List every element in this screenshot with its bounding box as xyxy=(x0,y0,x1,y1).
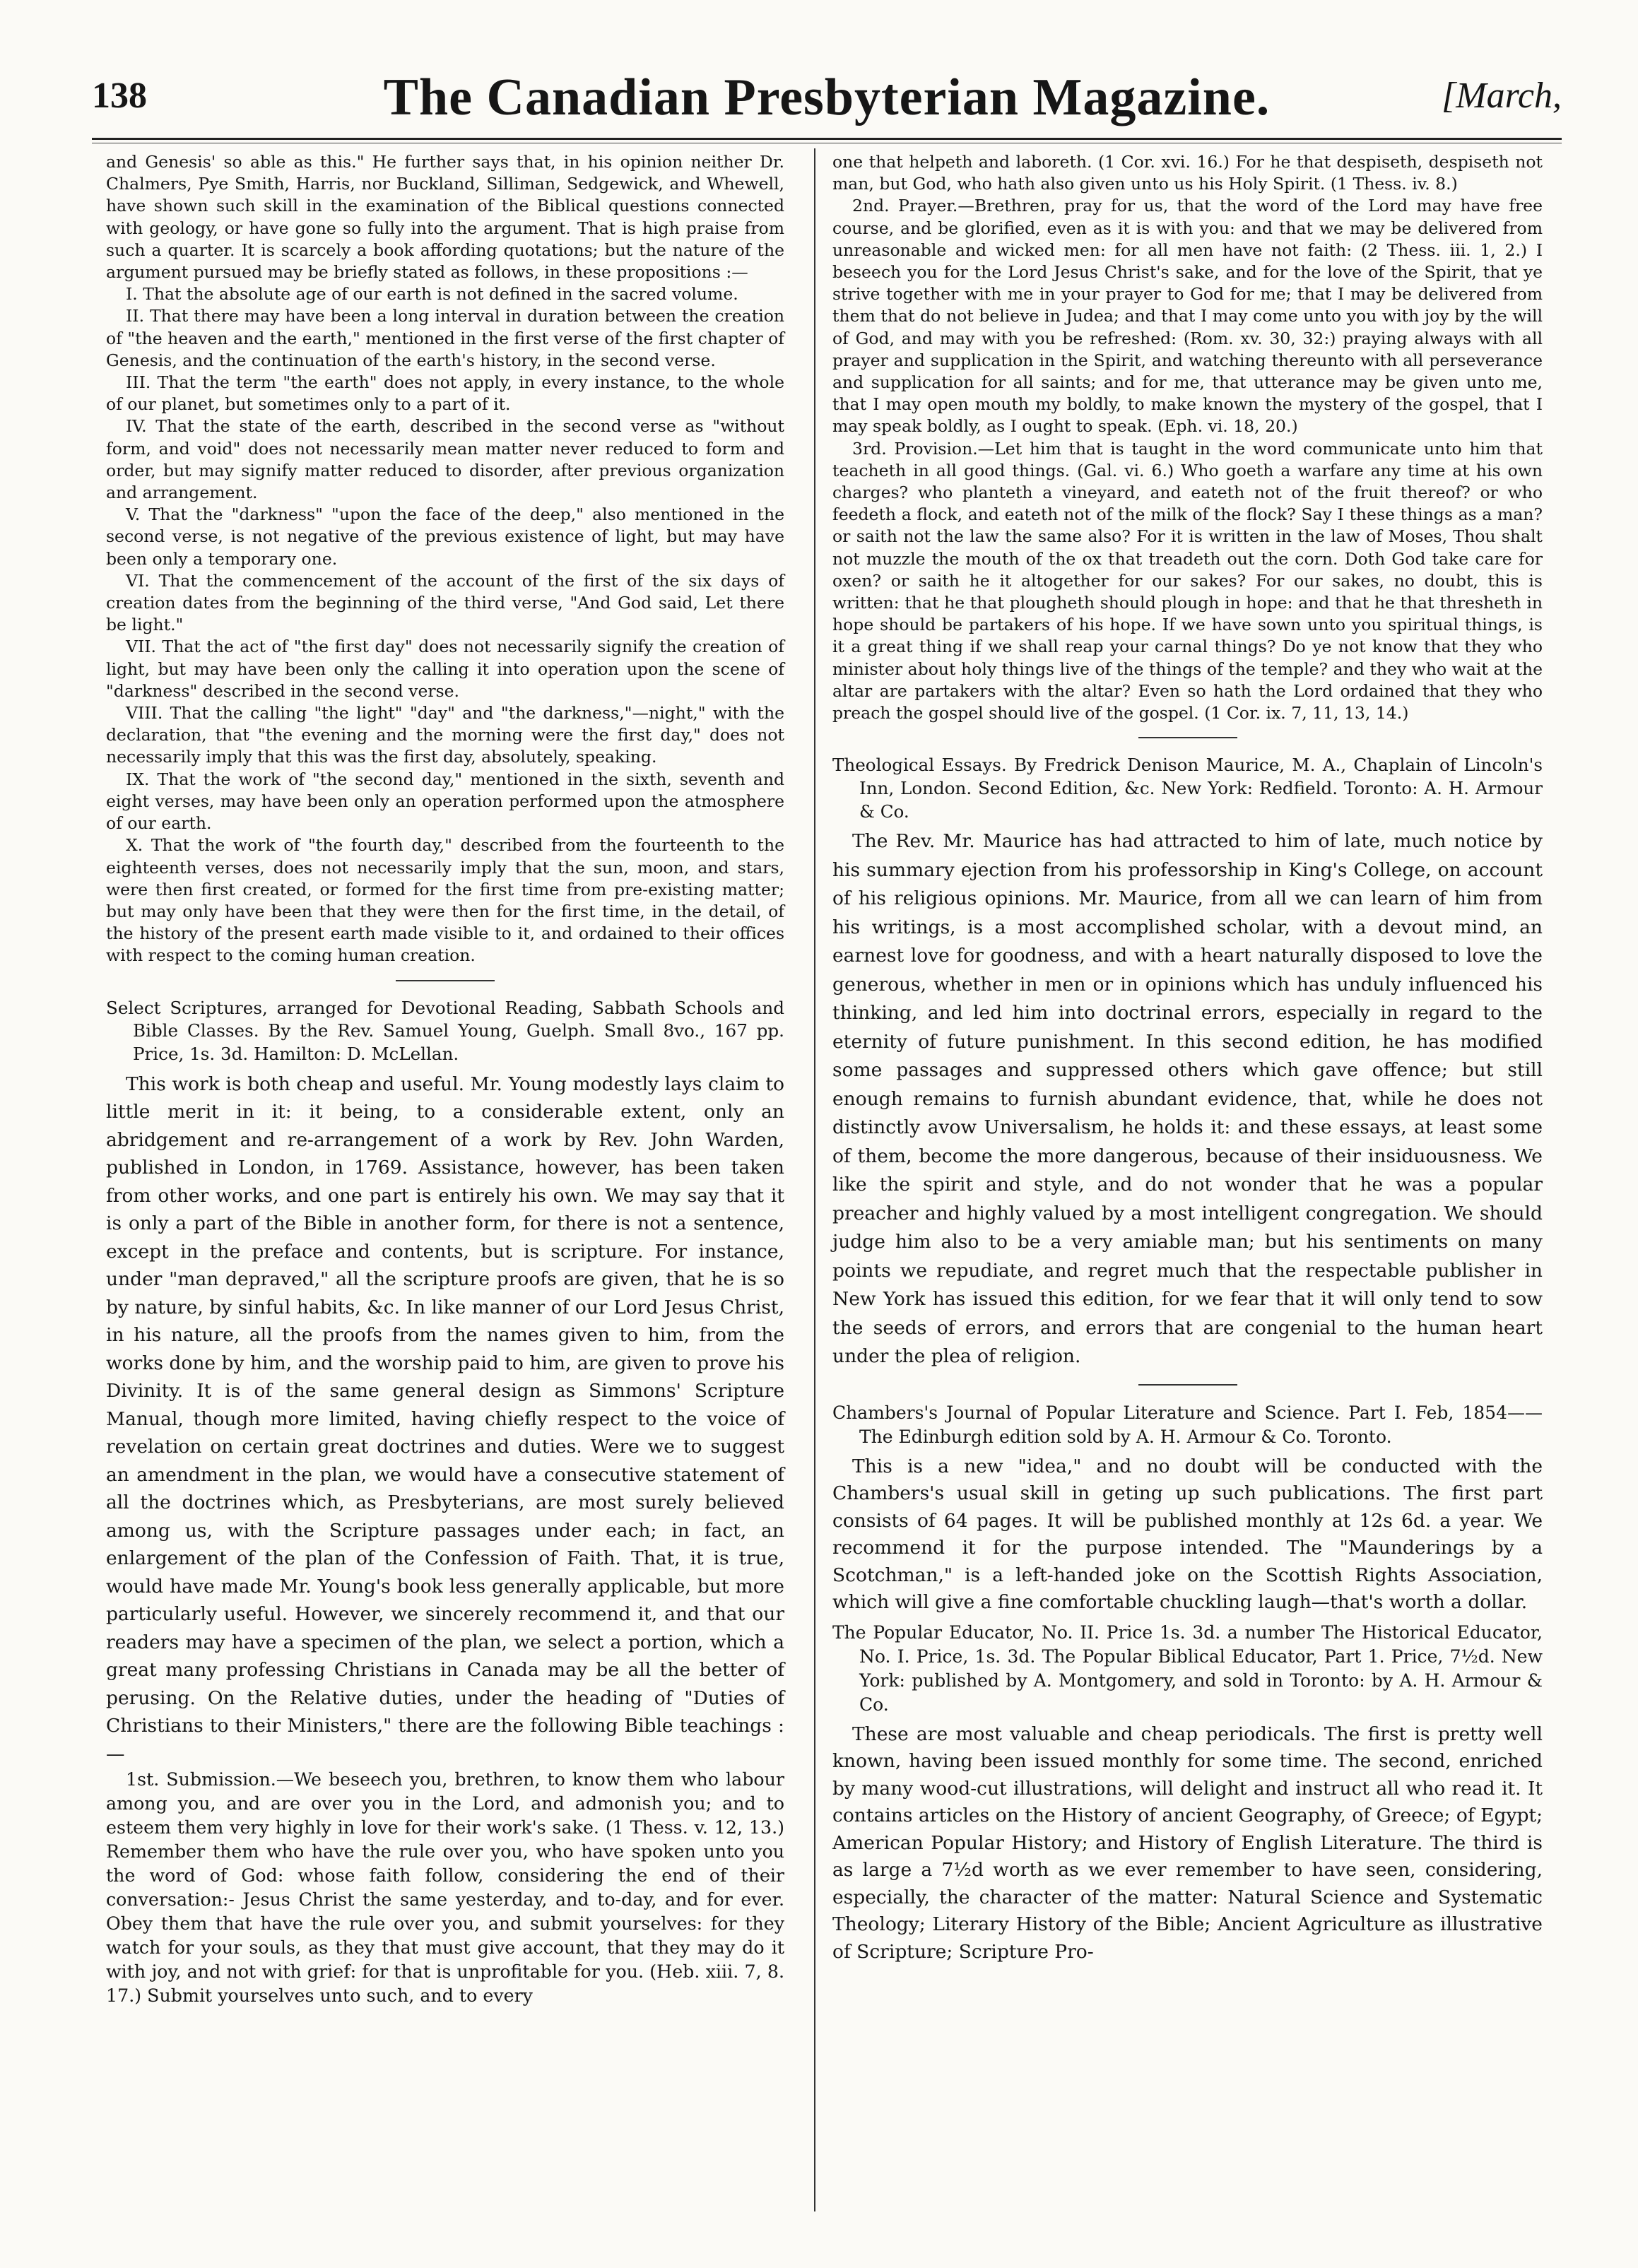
header-rule xyxy=(92,138,1562,140)
review-body-chambers-journal: This is a new "idea," and no doubt will be conducted with the Chambers's usual skill in geting up such publications. The first part consists of 64 pages. It will be published monthly at 12s 6d. a year. We recommend it for the purpose intended. The "Maunderings by a Scotchman," is a left-handed joke on the Scottish Rights Association, which will give a fine comfortable chuckling laugh—that's worth a dollar. xyxy=(832,1455,1543,1614)
proposition-item: IV. That the state of the earth, described in the second verse as "without form, and void" does not necessarily mean matter never reduced to form and order, but may signify matter reduced to disorder, after previous organization and arrangement. xyxy=(106,416,784,503)
column-divider xyxy=(814,148,815,2211)
proposition-item: VIII. That the calling "the light" "day" and "the darkness,"—night," with the declaration, that "the evening and the morning were the first day," does not necessarily imply that this was the first day, absolutely, speaking. xyxy=(106,703,784,767)
page-number: 138 xyxy=(92,76,147,116)
review-body-popular-educator: These are most valuable and cheap periodicals. The first is pretty well known, having been issued monthly for some time. The second, enriched by many wood-cut illustrations, will delight and instruct all who read it. It contains articles on the History of ancient Geography, of Greece; of Egypt; American Popular History; and History of English Literature. The third is as large a 7½d worth as we ever remember to have seen, considering, especially, the character of the matter: Natural Science and Systematic Theology; Literary History of the Bible; Ancient Agriculture as illustrative of Scripture; Scripture Pro- xyxy=(832,1723,1543,1963)
propositions-list xyxy=(106,283,784,967)
review-heading-theological-essays: Theological Essays. By Fredrick Denison Maurice, M. A., Chaplain of Lincoln's Inn, London. Second Edition, &c. New York: Redfield. Toronto: A. H. Armour & Co. xyxy=(832,755,1543,822)
proposition-item: VI. That the commencement of the account of the first of the six days of creation dates from the beginning of the third verse, "And God said, Let there be light." xyxy=(106,570,784,635)
prayer-passage: 2nd. Prayer.—Brethren, pray for us, that the word of the Lord may have free course, and be glorified, even as it is with you: and that we may be delivered from unreasonable and wicked men: for all men have not faith: (2 Thess. iii. 1, 2.) I beseech you for the Lord Jesus Christ's sake, and for the love of the Spirit, that ye strive together with me in your prayer to God for me; that I may be delivered from them that do not believe in Judea; and that I may come unto you with joy by the will of God, and may with you be refreshed: (Rom. xv. 30, 32:) praying always with all prayer and supplication in the Spirit, and watching thereunto with all perseverance and supplication for all saints; and for me, that utterance may be given unto me, that I may open mouth my boldly, to make known the mystery of the gospel, that I may speak boldly, as I ought to speak. (Eph. vi. 18, 20.) xyxy=(832,196,1543,437)
issue-month: [March, xyxy=(1442,76,1562,116)
review-heading-popular-educator: The Popular Educator, No. II. Price 1s. 3d. a number The Historical Educator, No. I. Price, 1s. 3d. The Popular Biblical Educator, Part 1. Price, 7½d. New York: published by A. Montgomery, and sold in Toronto: by A. H. Armour & Co. xyxy=(832,1622,1543,1715)
continued-passage: one that helpeth and laboreth. (1 Cor. xvi. 16.) For he that despiseth, despiseth not man, but God, who hath also given unto us his Holy Spirit. (1 Thess. iv. 8.) xyxy=(832,152,1543,194)
proposition-item: IX. That the work of "the second day," mentioned in the sixth, seventh and eight verses, may have been only an operation performed upon the atmosphere of our earth. xyxy=(106,769,784,834)
left-column xyxy=(106,151,784,2008)
proposition-item: I. That the absolute age of our earth is not defined in the sacred volume. xyxy=(126,284,738,305)
review-heading-select-scriptures: Select Scriptures, arranged for Devotional Reading, Sabbath Schools and Bible Classes. By the Rev. Samuel Young, Guelph. Small 8vo., 167 pp. Price, 1s. 3d. Hamilton: D. McLellan. xyxy=(106,997,784,1064)
section-separator xyxy=(1138,1384,1237,1386)
review-body-select-scriptures: This work is both cheap and useful. Mr. Young modestly lays claim to little merit in it: it being, to a considerable extent, only an abridgement and re-arrangement of a work by Rev. John Warden, published in London, in 1769. Assistance, however, has been taken from other works, and one part is entirely his own. We may say that it is only a part of the Bible in another form, for there is not a sentence, except in the preface and contents, but is scripture. For instance, under "man depraved," all the scripture proofs are given, that he is so by nature, by sinful habits, &c. In like manner of our Lord Jesus Christ, in his nature, all the proofs from the names given to him, from the works done by him, and the worship paid to him, are given to prove his Divinity. It is of the same general design as Simmons' Scripture Manual, though more limited, having chiefly respect to the voice of revelation on certain great doctrines and duties. Were we to suggest an amendment in the plan, we would have a consecutive statement of all the doctrines which, as Presbyterians, are most surely believed among us, with the Scripture passages under each; in fact, an enlargement of the plan of the Confession of Faith. That, it is true, would have made Mr. Young's book less generally applicable, but more particularly useful. However, we sincerely recommend it, and that our readers may have a specimen of the plan, we select a portion, which a great many professing Christians in Canada may be all the better of perusing. On the Relative duties, under the heading of "Duties of Christians to their Ministers," there are the following Bible teachings :— xyxy=(106,1073,784,1765)
section-separator xyxy=(396,980,495,981)
provision-passage: 3rd. Provision.—Let him that is taught in the word communicate unto him that teacheth in all good things. (Gal. vi. 6.) Who goeth a warfare any time at his own charges? who planteth a vineyard, and eateth not of the fruit thereof? or who feedeth a flock, and eateth not of the milk of the flock? Say I these things as a man? or saith not the law the same also? For it is written in the law of Moses, Thou shalt not muzzle the mouth of the ox that treadeth out the corn. Doth God take care for oxen? or saith he it altogether for our sakes? For our sakes, no doubt, this is written: that he that plougheth should plough in hope: and that he that thresheth in hope should be partakers of his hope. If we have sown unto you spiritual things, is it a great thing if we shall reap your carnal things? Do ye not know that they who minister about holy things live of the things of the temple? and they who wait at the altar are partakers with the altar? Even so hath the Lord ordained that they who preach the gospel should live of the gospel. (1 Cor. ix. 7, 11, 13, 14.) xyxy=(832,438,1543,723)
review-body-theological-essays: The Rev. Mr. Maurice has had attracted to him of late, much notice by his summary ejection from his professorship in King's College, on account of his religious opinions. Mr. Maurice, from all we can learn of him from his writings, is a most accomplished scholar, with a devout mind, an earnest love for goodness, and with a heart naturally disposed to love the generous, whether in men or in opinions which has unduly influenced his thinking, and led him into doctrinal errors, especially in regard to the eternity of future punishment. In this second edition, he has modified some passages and suppressed others which gave offence; but still enough remains to furnish abundant evidence, that, while he does not distinctly avow Universalism, he holds it: and these essays, at least some of them, become the more dangerous, because of their insiduousness. We like the spirit and style, and do not wonder that he was a popular preacher and highly valued by a most intelligent congregation. We should judge him also to be a very amiable man; but his sentiments on many points we repudiate, and regret much that the respectable publisher in New York has issued this edition, for we fear that it will only tend to sow the seeds of errors, and errors that are congenial to the human heart under the plea of religion. xyxy=(832,830,1543,1368)
right-column xyxy=(832,151,1543,1966)
proposition-item: II. That there may have been a long interval in duration between the creation of "the heaven and the earth," mentioned in the first verse of the first chapter of Genesis, and the continuation of the earth's history, in the second verse. xyxy=(106,306,784,370)
proposition-item: VII. That the act of "the first day" does not necessarily signify the creation of light, but may have been only the calling it into operation upon the scene of "darkness" described in the second verse. xyxy=(106,637,784,701)
proposition-item: III. That the term "the earth" does not apply, in every instance, to the whole of our planet, but sometimes only to a part of it. xyxy=(106,372,784,415)
magazine-title: The Canadian Presbyterian Magazine. xyxy=(383,69,1271,126)
submission-passage: 1st. Submission.—We beseech you, brethren, to know them who labour among you, and are over you in the Lord, and admonish you; and to esteem them very highly in love for their work's sake. (1 Thess. v. 12, 13.) Remember them who have the rule over you, who have spoken unto you the word of God: whose faith follow, considering the end of their conversation:- Jesus Christ the same yesterday, and to-day, and for ever. Obey them that have the rule over you, and submit yourselves: for they watch for your souls, as they that must give account, that they may do it with joy, and not with grief: for that is unprofitable for you. (Heb. xiii. 7, 8. 17.) Submit yourselves unto such, and to every xyxy=(106,1769,784,2007)
running-header xyxy=(92,68,1562,131)
proposition-item: X. That the work of "the fourth day," described from the fourteenth to the eighteenth verses, does not necessarily imply that the sun, moon, and stars, were then first created, or formed for the first time from pre-existing matter; but may only have been that they were then for the first time, in the detail, of the history of the present earth made visible to it, and ordained to their offices with respect to the coming human creation. xyxy=(106,835,784,966)
intro-paragraph: and Genesis' so able as this." He further says that, in his opinion neither Dr. Chalmers, Pye Smith, Harris, nor Buckland, Silliman, Sedgewick, and Whewell, have shown such skill in the examination of the Biblical questions connected with geology, or have gone so fully into the argument. That is high praise from such a quarter. It is scarcely a book affording quotations; but the nature of the argument pursued may be briefly stated as follows, in these propositions :— xyxy=(106,152,784,283)
proposition-item: V. That the "darkness" "upon the face of the deep," also mentioned in the second verse, is not negative of the previous existence of light, but may have been only a temporary one. xyxy=(106,504,784,569)
review-heading-chambers-journal: Chambers's Journal of Popular Literature and Science. Part I. Feb, 1854——The Edinburgh edition sold by A. H. Armour & Co. Toronto. xyxy=(832,1402,1543,1447)
section-separator xyxy=(1138,737,1237,738)
